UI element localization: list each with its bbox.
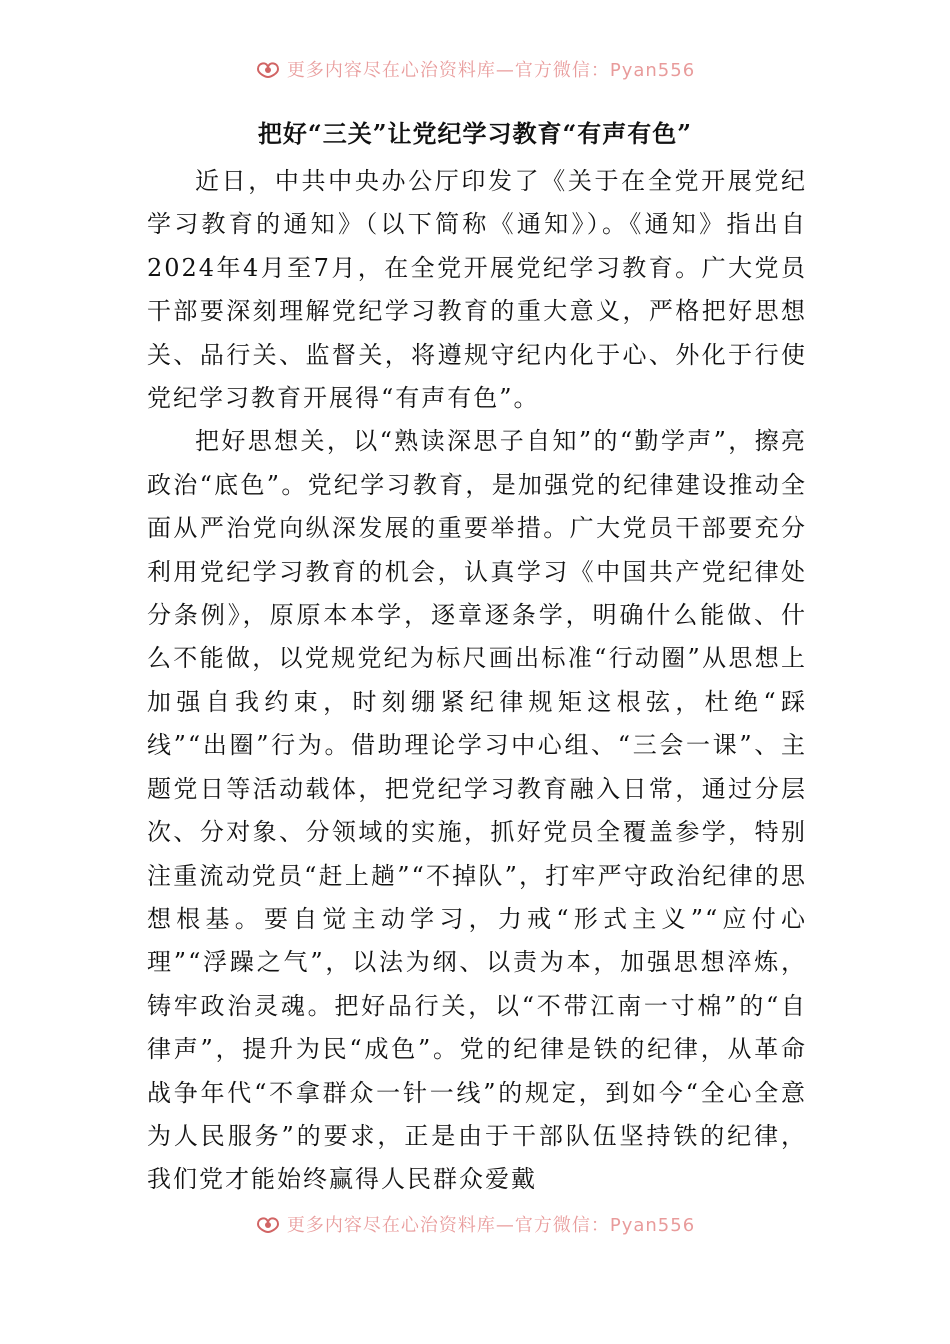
header-watermark-text: 更多内容尽在心治资料库—官方微信：Pyan556 — [286, 60, 696, 81]
document-body — [147, 160, 807, 1202]
document-title: 把好“三关”让党纪学习教育“有声有色” — [257, 119, 693, 148]
paragraph-2: 把好思想关，以“熟读深思子自知”的“勤学声”，擦亮政治“底色”。党纪学习教育，是加强党的纪律建设推动全面从严治党向纵深发展的重要举措。广大党员干部要充分利用党纪学习教育的机会，认真学习《中国共产党纪律处分条例》，原原本本学，逐章逐条学，明确什么能做、什么不能做，以党规党纪为标尺画出标准“行动圈”从思想上加强自我约束，时刻绷紧纪律规矩这根弦，杜绝“踩线”“出圈”行为。借助理论学习中心组、“三会一课”、主题党日等活动载体，把党纪学习教育融入日常，通过分层次、分对象、分领域的实施，抓好党员全覆盖参学，特别注重流动党员“赶上趟”“不掉队”，打牢严守政治纪律的思想根基。要自觉主动学习，力戒“形式主义”“应付心理”“浮躁之气”，以法为纲、以责为本，加强思想淬炼，铸牢政治灵魂。把好品行关，以“不带江南一寸棉”的“自律声”，提升为民“成色”。党的纪律是铁的纪律，从革命战争年代“不拿群众一针一线”的规定，到如今“全心全意为人民服务”的要求，正是由于干部队伍坚持铁的纪律，我们党才能始终赢得人民群众爱戴 — [147, 427, 807, 1194]
brand-logo-icon — [255, 1214, 281, 1239]
footer-watermark — [0, 1211, 950, 1239]
header-watermark — [0, 56, 950, 84]
brand-logo-icon — [255, 59, 281, 84]
paragraph-1: 近日，中共中央办公厅印发了《关于在全党开展党纪学习教育的通知》（以下简称《通知》）。《通知》指出自2024年4月至7月，在全党开展党纪学习教育。广大党员干部要深刻理解党纪学习教育的重大意义，严格把好思想关、品行关、监督关，将遵规守纪内化于心、外化于行使党纪学习教育开展得“有声有色”。 — [147, 167, 807, 413]
footer-watermark-text: 更多内容尽在心治资料库—官方微信：Pyan556 — [286, 1215, 696, 1236]
